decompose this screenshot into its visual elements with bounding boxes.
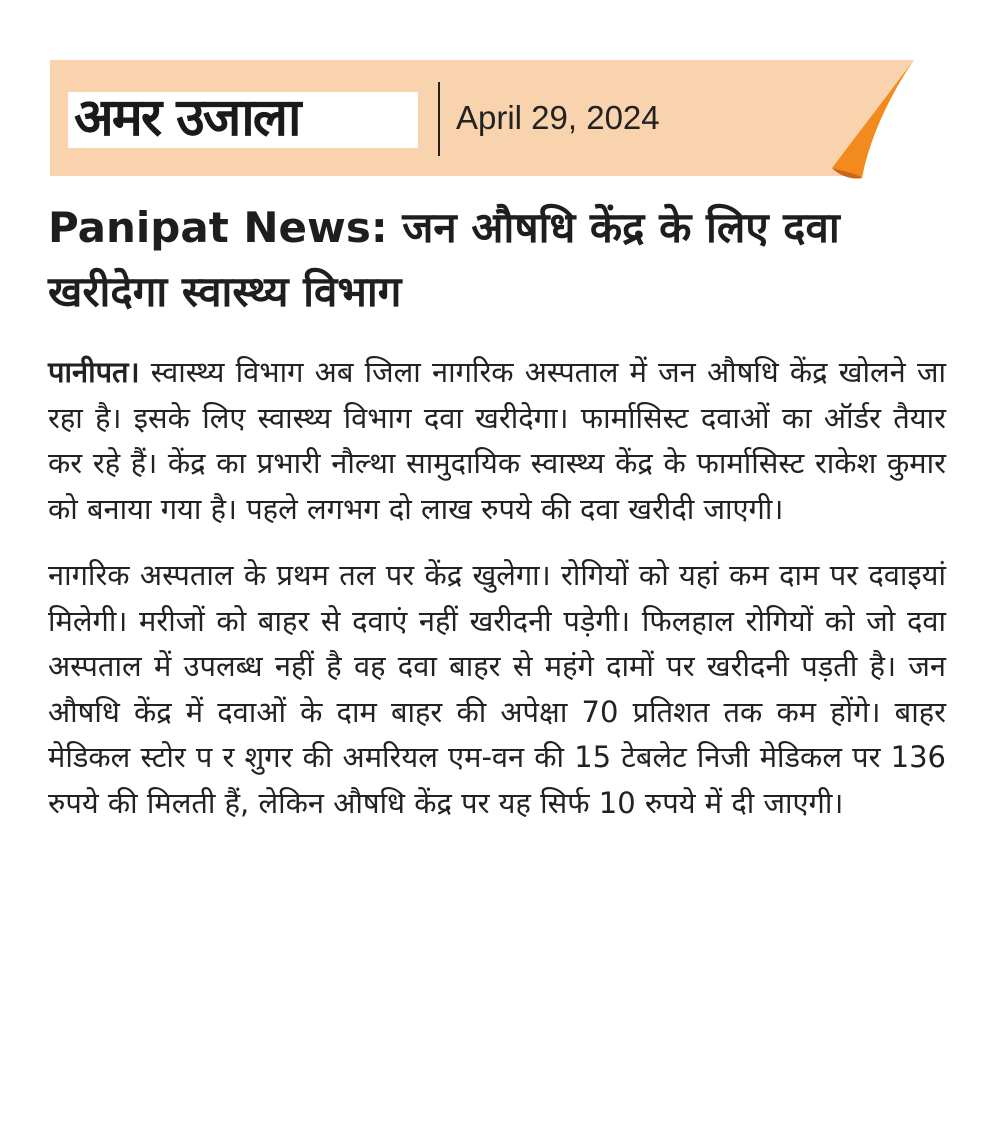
article-body <box>48 350 946 826</box>
page-curl-icon <box>818 58 918 182</box>
logo-text: अमर उजाला <box>74 92 300 148</box>
article-paragraph <box>48 350 946 532</box>
masthead-divider <box>438 82 440 156</box>
article-paragraph <box>48 553 946 826</box>
paragraph-text: नागरिक अस्पताल के प्रथम तल पर केंद्र खुलेगा। रोगियों को यहां कम दाम पर दवाइयां मिलेगी। मरीजों को बाहर से दवाएं नहीं खरीदनी पड़ेगी। फिलहाल रोगियों को जो दवा अस्पताल में उपलब्ध नहीं है वह दवा बाहर से महंगे दामों पर खरीदनी पड़ती है। जन औषधि केंद्र में दवाओं के दाम बाहर की अपेक्षा 70 प्रतिशत तक कम होंगे। बाहर मेडिकल स्टोर प र शुगर की अमरियल एम-वन की 15 टेबलेट निजी मेडिकल पर 136 रुपये की मिलती हैं, लेकिन औषधि केंद्र पर यह सिर्फ 10 रुपये में दी जाएगी। <box>48 558 946 820</box>
publication-date: April 29, 2024 <box>456 99 660 136</box>
newspaper-logo <box>68 92 418 148</box>
article-headline: Panipat News: जन औषधि केंद्र के लिए दवा खरीदेगा स्वास्थ्य विभाग <box>48 203 840 316</box>
article-dateline: पानीपत। <box>48 355 140 389</box>
paragraph-text: स्वास्थ्य विभाग अब जिला नागरिक अस्पताल में जन औषधि केंद्र खोलने जा रहा है। इसके लिए स्वास्थ्य विभाग दवा खरीदेगा। फार्मासिस्ट दवाओं का ऑर्डर तैयार कर रहे हैं। केंद्र का प्रभारी नौल्था सामुदायिक स्वास्थ्य केंद्र के फार्मासिस्ट राकेश कुमार को बनाया गया है। पहले लगभग दो लाख रुपये की दवा खरीदी जाएगी। <box>48 355 947 526</box>
